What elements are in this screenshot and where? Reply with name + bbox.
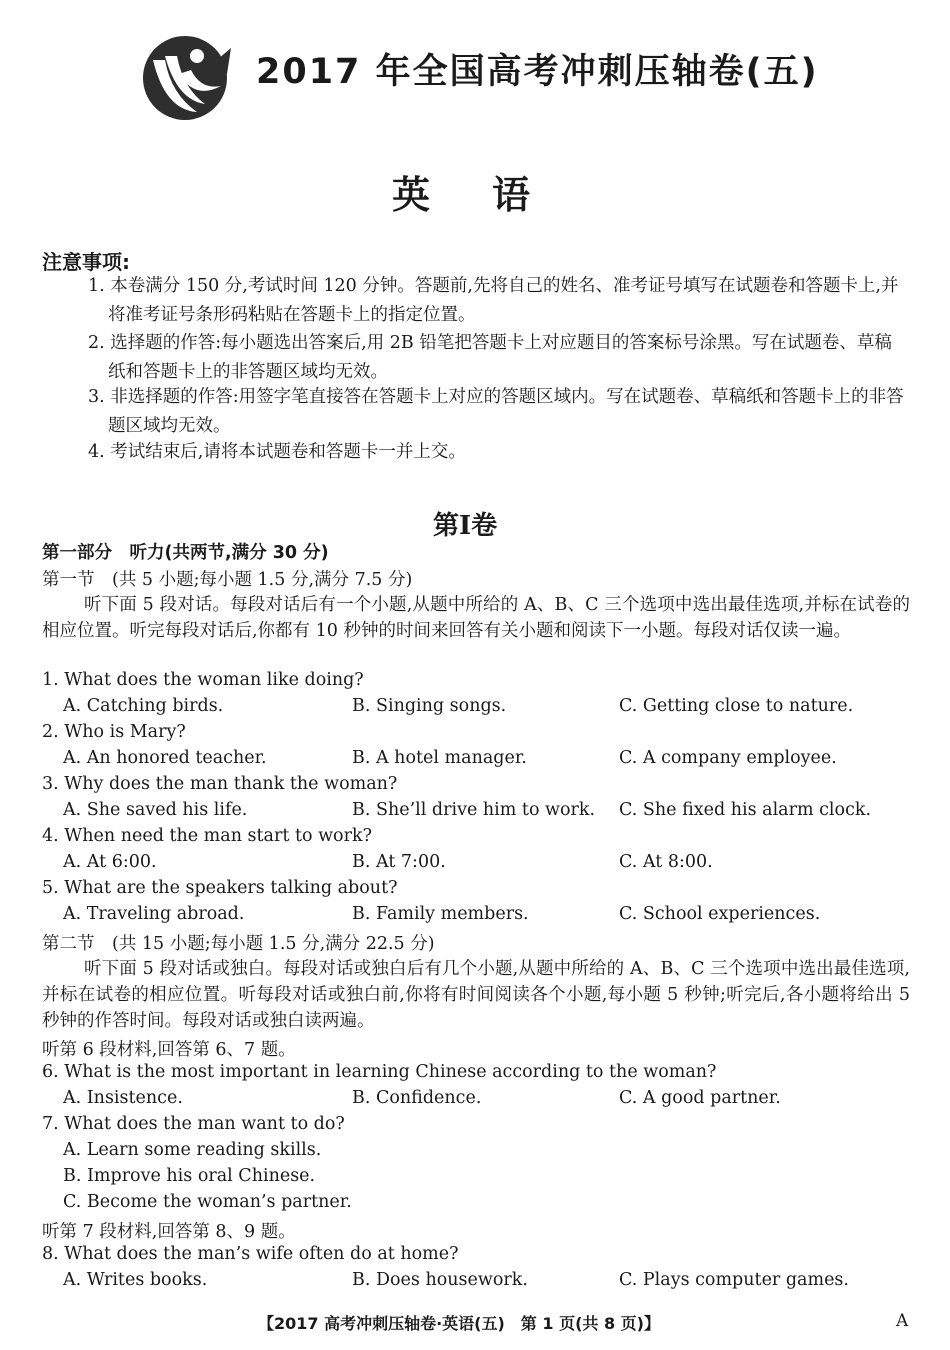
paper-version-mark: A bbox=[896, 1311, 909, 1331]
question-4: 4. When need the man start to work? bbox=[42, 826, 372, 846]
section2-instructions: 听下面 5 段对话或独白。每段对话或独白后有几个小题,从题中所给的 A、B、C 三个选项中选出最佳选项,并标在试卷的相应位置。听每段对话或独白前,你将有时间阅读各个小题,每小题 5 秒钟;听完后,各小题将给出 5 秒钟的作答时间。每段对话或独白读两遍。 bbox=[42, 959, 910, 1031]
question-8: 8. What does the man’s wife often do at home? bbox=[42, 1244, 459, 1264]
q6-option-a: A. Insistence. bbox=[63, 1088, 183, 1108]
q2-option-b: B. A hotel manager. bbox=[352, 748, 527, 768]
notice-item-4: 4. 考试结束后,请将本试题卷和答题卡一并上交。 bbox=[88, 442, 466, 462]
q8-option-a: A. Writes books. bbox=[63, 1270, 208, 1290]
notice-item-2: 2. 选择题的作答:每小题选出答案后,用 2B 铅笔把答题卡上对应题目的答案标号涂黑。写在试题卷、草稿纸和答题卡上的非答题区域均无效。 bbox=[88, 333, 892, 382]
material-6-note: 听第 6 段材料,回答第 6、7 题。 bbox=[42, 1040, 296, 1060]
q4-option-b: B. At 7:00. bbox=[352, 852, 446, 872]
q7-option-a: A. Learn some reading skills. bbox=[63, 1140, 322, 1160]
q4-option-a: A. At 6:00. bbox=[63, 852, 157, 872]
question-5: 5. What are the speakers talking about? bbox=[42, 878, 398, 898]
q3-option-a: A. She saved his life. bbox=[63, 800, 248, 820]
question-2: 2. Who is Mary? bbox=[42, 722, 186, 742]
q8-option-b: B. Does housework. bbox=[352, 1270, 528, 1290]
q5-option-b: B. Family members. bbox=[352, 904, 529, 924]
q1-option-a: A. Catching birds. bbox=[63, 696, 224, 716]
q8-option-c: C. Plays computer games. bbox=[619, 1270, 849, 1290]
section1-heading: 第一节 (共 5 小题;每小题 1.5 分,满分 7.5 分) bbox=[42, 570, 413, 590]
q6-option-b: B. Confidence. bbox=[352, 1088, 482, 1108]
question-7: 7. What does the man want to do? bbox=[42, 1114, 345, 1134]
q7-option-c: C. Become the woman’s partner. bbox=[63, 1192, 352, 1212]
notice-heading: 注意事项: bbox=[42, 250, 130, 274]
section2-heading: 第二节 (共 15 小题;每小题 1.5 分,满分 22.5 分) bbox=[42, 934, 435, 954]
question-3: 3. Why does the man thank the woman? bbox=[42, 774, 398, 794]
question-1: 1. What does the woman like doing? bbox=[42, 670, 364, 690]
material-7-note: 听第 7 段材料,回答第 8、9 题。 bbox=[42, 1222, 296, 1242]
q1-option-b: B. Singing songs. bbox=[352, 696, 507, 716]
q6-option-c: C. A good partner. bbox=[619, 1088, 781, 1108]
part1-heading: 第一部分 听力(共两节,满分 30 分) bbox=[42, 543, 329, 563]
exam-logo bbox=[135, 30, 235, 122]
volume-title: 第Ⅰ卷 bbox=[433, 511, 498, 541]
q1-option-c: C. Getting close to nature. bbox=[619, 696, 854, 716]
q4-option-c: C. At 8:00. bbox=[619, 852, 713, 872]
section1-instructions: 听下面 5 段对话。每段对话后有一个小题,从题中所给的 A、B、C 三个选项中选出最佳选项,并标在试卷的相应位置。听完每段对话后,你都有 10 秒钟的时间来回答有关小题和阅读下一小题。每段对话仅读一遍。 bbox=[42, 595, 910, 641]
exam-title: 2017 年全国高考冲刺压轴卷(五) bbox=[256, 52, 819, 92]
notice-item-1: 1. 本卷满分 150 分,考试时间 120 分钟。答题前,先将自己的姓名、准考证号填写在试题卷和答题卡上,并将准考证号条形码粘贴在答题卡上的指定位置。 bbox=[88, 276, 899, 325]
q5-option-c: C. School experiences. bbox=[619, 904, 821, 924]
question-6: 6. What is the most important in learning Chinese according to the woman? bbox=[42, 1062, 717, 1082]
page-footer: 【2017 高考冲刺压轴卷·英语(五) 第 1 页(共 8 页)】 bbox=[258, 1314, 660, 1333]
q5-option-a: A. Traveling abroad. bbox=[63, 904, 245, 924]
q3-option-c: C. She fixed his alarm clock. bbox=[619, 800, 872, 820]
q7-option-b: B. Improve his oral Chinese. bbox=[63, 1166, 316, 1186]
notice-item-3: 3. 非选择题的作答:用签字笔直接答在答题卡上对应的答题区域内。写在试题卷、草稿纸和答题卡上的非答题区域均无效。 bbox=[88, 387, 904, 436]
q2-option-a: A. An honored teacher. bbox=[63, 748, 267, 768]
subject-title: 英语 bbox=[392, 172, 593, 217]
q3-option-b: B. She’ll drive him to work. bbox=[352, 800, 596, 820]
q2-option-c: C. A company employee. bbox=[619, 748, 837, 768]
